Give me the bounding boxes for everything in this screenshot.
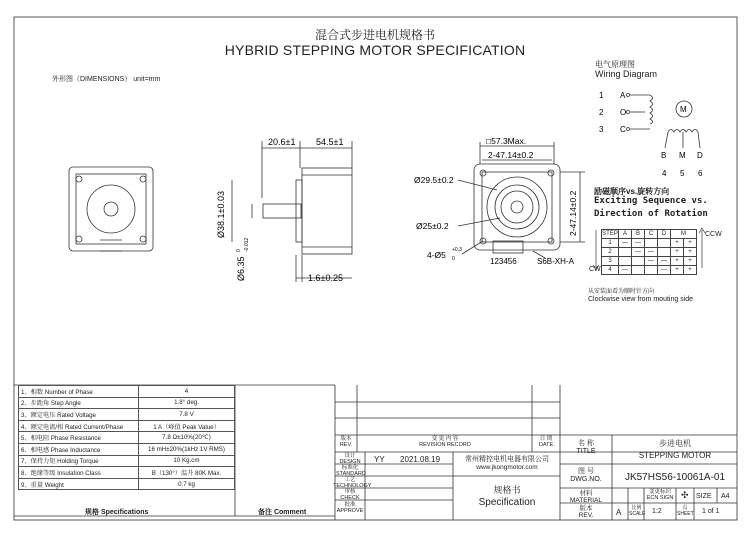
- wiring-letter-m: M: [679, 151, 686, 160]
- product-name-cn: 步进电机: [659, 439, 691, 448]
- connector-label: S6B-XH-A: [537, 257, 574, 266]
- seq-cell: —: [619, 239, 632, 248]
- dim-47-top: 2-47.14±0.2: [488, 150, 534, 160]
- wiring-num-5: 5: [680, 169, 685, 178]
- seq-cell: +: [671, 257, 684, 266]
- dim-6-35-tol-top: 0: [236, 249, 242, 252]
- seq-cell: [632, 257, 645, 266]
- seq-cell: +: [684, 257, 697, 266]
- wiring-letter-d: D: [697, 151, 703, 160]
- rev-label-2: 版本 REV.: [578, 505, 594, 519]
- spec-footer: 规格 Specifications: [85, 509, 149, 516]
- seq-header-cell: B: [632, 230, 645, 239]
- dimensions-label: 外形图（DIMENSIONS） unit=mm: [52, 76, 161, 83]
- dim-20-6: 20.6±1: [268, 137, 296, 147]
- seq-cell: —: [632, 248, 645, 257]
- seq-cell: 3: [602, 257, 619, 266]
- spec-value: 10 Kg.cm: [139, 455, 235, 467]
- front-view: [69, 167, 153, 251]
- spec-row: [19, 397, 235, 409]
- sequence-row: [602, 239, 697, 248]
- spec-label: 8、绝缘等级 Insulation Class: [19, 467, 139, 479]
- spec-value: 7.8 Ω±10%(20℃): [139, 432, 235, 444]
- sequence-row: [602, 257, 697, 266]
- seq-cell: +: [684, 239, 697, 248]
- seq-cell: +: [671, 266, 684, 275]
- wiring-motor: M: [680, 105, 687, 114]
- record-label: 变 更 内 容 REVISION RECORD: [419, 436, 471, 448]
- seq-cell: —: [632, 239, 645, 248]
- wiring-letter-c: C: [620, 125, 626, 134]
- seq-cell: +: [671, 248, 684, 257]
- seq-header-cell: D: [658, 230, 671, 239]
- sequence-table: [601, 229, 697, 275]
- seq-header-cell: A: [619, 230, 632, 239]
- spec-row: [19, 409, 235, 421]
- wiring-title-cn: 电气原理图: [595, 60, 635, 69]
- scale-value: 1:2: [652, 508, 662, 515]
- seq-cell: —: [619, 266, 632, 275]
- spec-row: [19, 443, 235, 455]
- ecn-symbol-icon: ✣: [681, 490, 689, 500]
- wiring-title-en: Wiring Diagram: [595, 69, 658, 79]
- mount-note-cn: 从安装面看为顺时针方向: [588, 289, 655, 295]
- spec-value: 1.8° deg.: [139, 397, 235, 409]
- spec-label: 7、保持力矩 Holding Torque: [19, 455, 139, 467]
- spec-row: [19, 478, 235, 490]
- spec-row: [19, 432, 235, 444]
- comment-footer: 备注 Comment: [258, 509, 307, 516]
- dim-25: Ø25±0.2: [416, 221, 449, 231]
- seq-header-cell: M: [671, 230, 697, 239]
- seq-cell: 1: [602, 239, 619, 248]
- technology-label: 工艺 TECHNOLOGY: [333, 477, 372, 489]
- spec-table: [18, 385, 235, 490]
- seq-cell: —: [645, 248, 658, 257]
- spec-label: 3、额定电压 Rated Voltage: [19, 409, 139, 421]
- cw-label: CW: [589, 266, 601, 273]
- size-value: A4: [721, 493, 730, 500]
- spec-value: B（130°）温升 80K Max.: [139, 467, 235, 479]
- sequence-title-cn: 励磁顺序vs.旋转方向: [594, 187, 670, 196]
- wiring-num-1: 1: [599, 91, 604, 100]
- seq-cell: +: [684, 248, 697, 257]
- seq-cell: [658, 239, 671, 248]
- dim-47-side: 2-47.14±0.2: [568, 190, 578, 236]
- spec-row: [19, 467, 235, 479]
- seq-cell: —: [658, 257, 671, 266]
- sheet-value: 1 of 1: [702, 508, 720, 515]
- seq-cell: 4: [602, 266, 619, 275]
- spec-label: 6、相电感 Phase Inductance: [19, 443, 139, 455]
- sequence-row: [602, 248, 697, 257]
- sequence-header-row: [602, 230, 697, 239]
- wiring-num-4: 4: [662, 169, 667, 178]
- sequence-title-en1: Exciting Sequence vs.: [594, 196, 708, 206]
- wiring-letter-a: A: [620, 91, 626, 100]
- dwg-number: JK57HS56-10061A-01: [624, 472, 726, 483]
- seq-cell: [632, 266, 645, 275]
- wiring-num-2: 2: [599, 108, 604, 117]
- sequence-row: [602, 266, 697, 275]
- spec-row: [19, 455, 235, 467]
- spec-label: 9、重量 Weight: [19, 478, 139, 490]
- sheet-label: 页 SHEET: [677, 505, 694, 517]
- dim-6-35-tol-bot: -0.012: [244, 237, 250, 252]
- rev-label: 版本 REV.: [339, 436, 353, 448]
- dim-38-1: Ø38.1±0.03: [216, 191, 226, 238]
- connector-pins: 123456: [490, 257, 517, 266]
- wiring-letter-o: O: [620, 108, 627, 117]
- design-date: 2021.08.19: [400, 455, 441, 464]
- seq-cell: +: [671, 239, 684, 248]
- seq-cell: [645, 239, 658, 248]
- seq-cell: 2: [602, 248, 619, 257]
- seq-cell: —: [645, 257, 658, 266]
- scale-label: 比例 SCALE: [629, 505, 646, 517]
- spec-value: 1 A（峰值 Peak Value）: [139, 420, 235, 432]
- dim-hole-tol-top: +0.3: [452, 247, 462, 253]
- doc-title-en: Specification: [478, 497, 536, 508]
- spec-value: 7.8 V: [139, 409, 235, 421]
- wiring-letter-b: B: [661, 151, 667, 160]
- dim-sq-57: □57.3Max.: [486, 136, 527, 146]
- material-label: 材料 MATERIAL: [569, 490, 603, 504]
- company-name: 常州精控电机电器有限公司: [465, 456, 549, 463]
- spec-value: 4: [139, 386, 235, 398]
- dim-1-6: 1.6±0.25: [308, 273, 343, 283]
- mount-note-en: Clockwise view from mouting side: [588, 296, 694, 303]
- approve-label: 批准 APPROVE: [336, 502, 364, 514]
- title-cn: 混合式步进电机规格书: [314, 28, 435, 42]
- dwg-label: 图 号 DWG.NO.: [570, 468, 602, 483]
- seq-cell: [619, 248, 632, 257]
- spec-value: 16 mH±20%(1kHz 1V RMS): [139, 443, 235, 455]
- wiring-num-3: 3: [599, 125, 604, 134]
- wiring-diagram: [627, 94, 701, 149]
- sequence-title-en2: Direction of Rotation: [594, 209, 708, 219]
- dim-29-5: Ø29.5±0.2: [414, 175, 454, 185]
- doc-title-cn: 规格书: [493, 485, 521, 495]
- spec-row: [19, 386, 235, 398]
- seq-cell: [658, 248, 671, 257]
- size-label: SIZE: [696, 493, 712, 500]
- dim-6-35: Ø6.35: [236, 256, 246, 281]
- designer-name: YY: [374, 455, 385, 464]
- ecn-label: 变更标识 ECN SIGN: [646, 489, 674, 501]
- seq-cell: —: [658, 266, 671, 275]
- product-name-en: STEPPING MOTOR: [638, 451, 712, 460]
- title-en: HYBRID STEPPING MOTOR SPECIFICATION: [224, 42, 526, 58]
- spec-row: [19, 420, 235, 432]
- spec-label: 5、相电阻 Phase Resistance: [19, 432, 139, 444]
- seq-cell: [619, 257, 632, 266]
- spec-value: 0.7 kg: [139, 478, 235, 490]
- dim-hole: 4-Ø5: [427, 250, 446, 260]
- seq-cell: +: [684, 266, 697, 275]
- design-label: 设计 DESIGN: [339, 453, 361, 465]
- name-label: 名 称 TITLE: [576, 440, 596, 455]
- date-label: 日 期 DATE: [538, 436, 554, 448]
- seq-cell: [645, 266, 658, 275]
- company-web: www.jkongmotor.com: [476, 464, 538, 471]
- spec-label: 1、相数 Number of Phase: [19, 386, 139, 398]
- dim-54-5: 54.5±1: [316, 137, 344, 147]
- spec-label: 4、额定电流/相 Rated Current/Phase: [19, 420, 139, 432]
- standard-label: 标准化 STANDARD: [336, 465, 366, 477]
- seq-header-cell: C: [645, 230, 658, 239]
- side-view: [232, 141, 352, 282]
- dim-hole-tol-bot: 0: [452, 256, 455, 262]
- ccw-label: CCW: [705, 231, 722, 238]
- spec-label: 2、步距角 Step Angle: [19, 397, 139, 409]
- check-label: 审核 CHECK: [340, 489, 360, 501]
- rev-value: A: [616, 508, 622, 517]
- wiring-num-6: 6: [698, 169, 703, 178]
- seq-header-cell: STEP: [602, 231, 618, 237]
